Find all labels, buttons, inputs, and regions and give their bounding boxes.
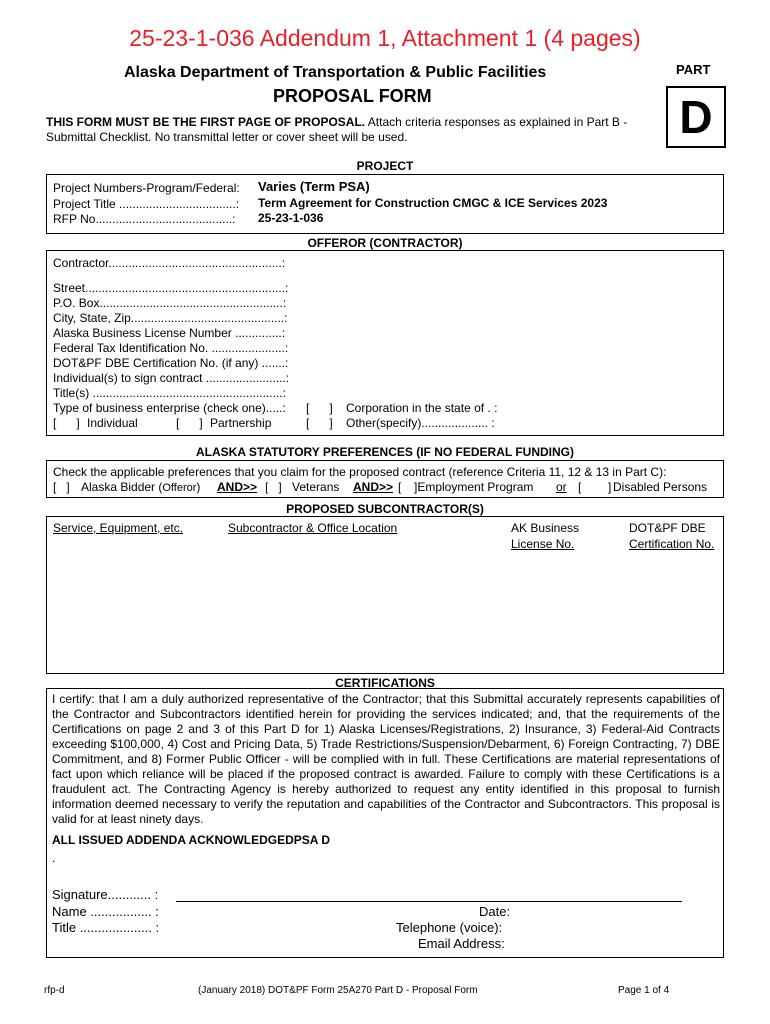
individual-label: Individual [87,416,138,430]
subcontractors-heading: PROPOSED SUBCONTRACTOR(S) [286,502,484,516]
email-label: Email Address: [418,936,505,951]
city-state-zip-field[interactable]: City, State, Zip..............................................: [53,311,288,325]
partnership-checkbox[interactable]: [ ] [176,416,203,430]
individual-checkbox[interactable]: [ ] [53,416,80,430]
footer-form-info: (January 2018) DOT&PF Form 25A270 Part D - Proposal Form [198,985,478,996]
dbe-certification-field[interactable]: DOT&PF DBE Certification No. (if any) .......: [53,356,289,370]
footer-page-number: Page 1 of 4 [618,985,670,996]
col-license-header-1: AK Business [511,521,580,535]
federal-tax-id-field[interactable]: Federal Tax Identification No. ......................: [53,341,289,355]
col-dbe-header-2: Certification No. [629,537,715,551]
corporation-checkbox[interactable]: [ ] [306,401,333,415]
project-heading: PROJECT [356,159,414,173]
alaska-bidder-checkbox[interactable]: [ ] [53,480,70,494]
col-dbe-header-1: DOT&PF DBE [629,521,706,535]
intro-rest: Attach criteria responses as explained in Part B - Submittal Checklist. No transmittal letter or cover sheet will be used. [46,115,628,144]
project-numbers-label: Project Numbers-Program/Federal: [53,181,240,195]
document-title: 25-23-1-036 Addendum 1, Attachment 1 (4 pages) [129,25,641,51]
part-letter-box: D [666,86,726,148]
rfp-no-label: RFP No.........................................: [53,212,236,226]
part-label: PART [676,62,711,77]
addenda-acknowledged: ALL ISSUED ADDENDA ACKNOWLEDGEDPSA D [52,833,331,847]
employment-label: ]Employment Program [414,480,534,494]
alaska-bidder-close: ) [196,480,201,494]
intro-instructions [46,115,658,145]
title-label: Title .................... : [52,920,160,935]
form-title: PROPOSAL FORM [273,86,432,106]
preferences-heading: ALASKA STATUTORY PREFERENCES (IF NO FEDERAL FUNDING) [195,445,574,459]
intro-bold: THIS FORM MUST BE THE FIRST PAGE OF PROPOSAL. [46,115,366,129]
agency-name: Alaska Department of Transportation & Public Facilities [124,64,547,81]
business-license-field[interactable]: Alaska Business License Number ..............: [53,326,286,340]
partnership-label: Partnership [210,416,272,430]
alaska-bidder-text: Alaska Bidder ( [81,480,163,494]
disabled-checkbox[interactable]: [ ] [578,480,612,494]
titles-field[interactable]: Title(s) .........................................................: [53,386,286,400]
signature-line[interactable] [176,901,682,902]
and-connector-1: AND>> [217,480,258,494]
or-connector: or [556,480,567,494]
employment-checkbox[interactable]: [ [398,480,402,494]
project-numbers-value[interactable]: Varies (Term PSA) [258,179,370,194]
rfp-no-value[interactable]: 25-23-1-036 [258,211,324,225]
name-label: Name ................. : [52,904,159,919]
other-label: Other(specify).................... : [346,416,495,430]
col-subcontractor-header: Subcontractor & Office Location [228,521,398,535]
veterans-checkbox[interactable]: [ ] [265,480,282,494]
business-type-label: Type of business enterprise (check one).....: [53,401,286,415]
offeror-text: Offeror [162,482,197,494]
and-connector-2: AND>> [353,480,394,494]
telephone-label: Telephone (voice): [396,920,503,935]
certifications-heading: CERTIFICATIONS [335,676,435,690]
street-field[interactable]: Street............................................................: [53,281,289,295]
veterans-label: Veterans [292,480,340,494]
other-checkbox[interactable]: [ ] [306,416,333,430]
alaska-bidder-label [81,480,200,494]
footer-form-code: rfp-d [44,985,65,996]
preferences-instructions: Check the applicable preferences that you claim for the proposed contract (reference Criteria 11, 12 & 13 in Part C): [53,465,667,479]
addenda-dot: . [52,851,56,865]
contractor-field[interactable]: Contractor....................................................: [53,256,286,270]
signers-field[interactable]: Individual(s) to sign contract ........................: [53,371,290,385]
project-title-value[interactable]: Term Agreement for Construction CMGC & ICE Services 2023 [258,196,608,210]
signature-label: Signature............ : [52,887,159,902]
project-title-label: Project Title ...................................: [53,197,240,211]
corporation-label: Corporation in the state of . : [346,401,498,415]
offeror-heading: OFFEROR (CONTRACTOR) [307,236,463,250]
col-license-header-2: License No. [511,537,575,551]
col-service-header: Service, Equipment, etc. [53,521,184,535]
subcontractors-box [46,516,724,674]
disabled-label: Disabled Persons [613,480,708,494]
date-label: Date: [479,904,511,919]
certification-statement: I certify: that I am a duly authorized representative of the Contractor; that this Submittal accurately represents capabilities of the Contractor and Subcontractors identified herein for providing the services indicated; and, that the requirements of the Certifications on page 2 and 3 of this Part D for 1) Alaska Licenses/Registrations, 2) Insurance, 3) Federal-Aid Contracts exceeding $100,000, 4) Cost and Pricing Data, 5) Trade Restrictions/Suspension/Debarment, 6) Foreign Contracting, 7) DBE Commitment, and 8) Former Public Officer - will be complied with in full. These Certifications are material representations of fact upon which reliance will be placed if the proposed contract is awarded. Failure to comply with these Certifications is a fraudulent act. The Contracting Agency is hereby authorized to request any entity identified in this proposal to furnish information deemed necessary to verify the reputation and capabilities of the Contractor and Subcontractors. This proposal is valid for at least ninety days. [52,692,720,826]
po-box-field[interactable]: P.O. Box.......................................................: [53,296,287,310]
